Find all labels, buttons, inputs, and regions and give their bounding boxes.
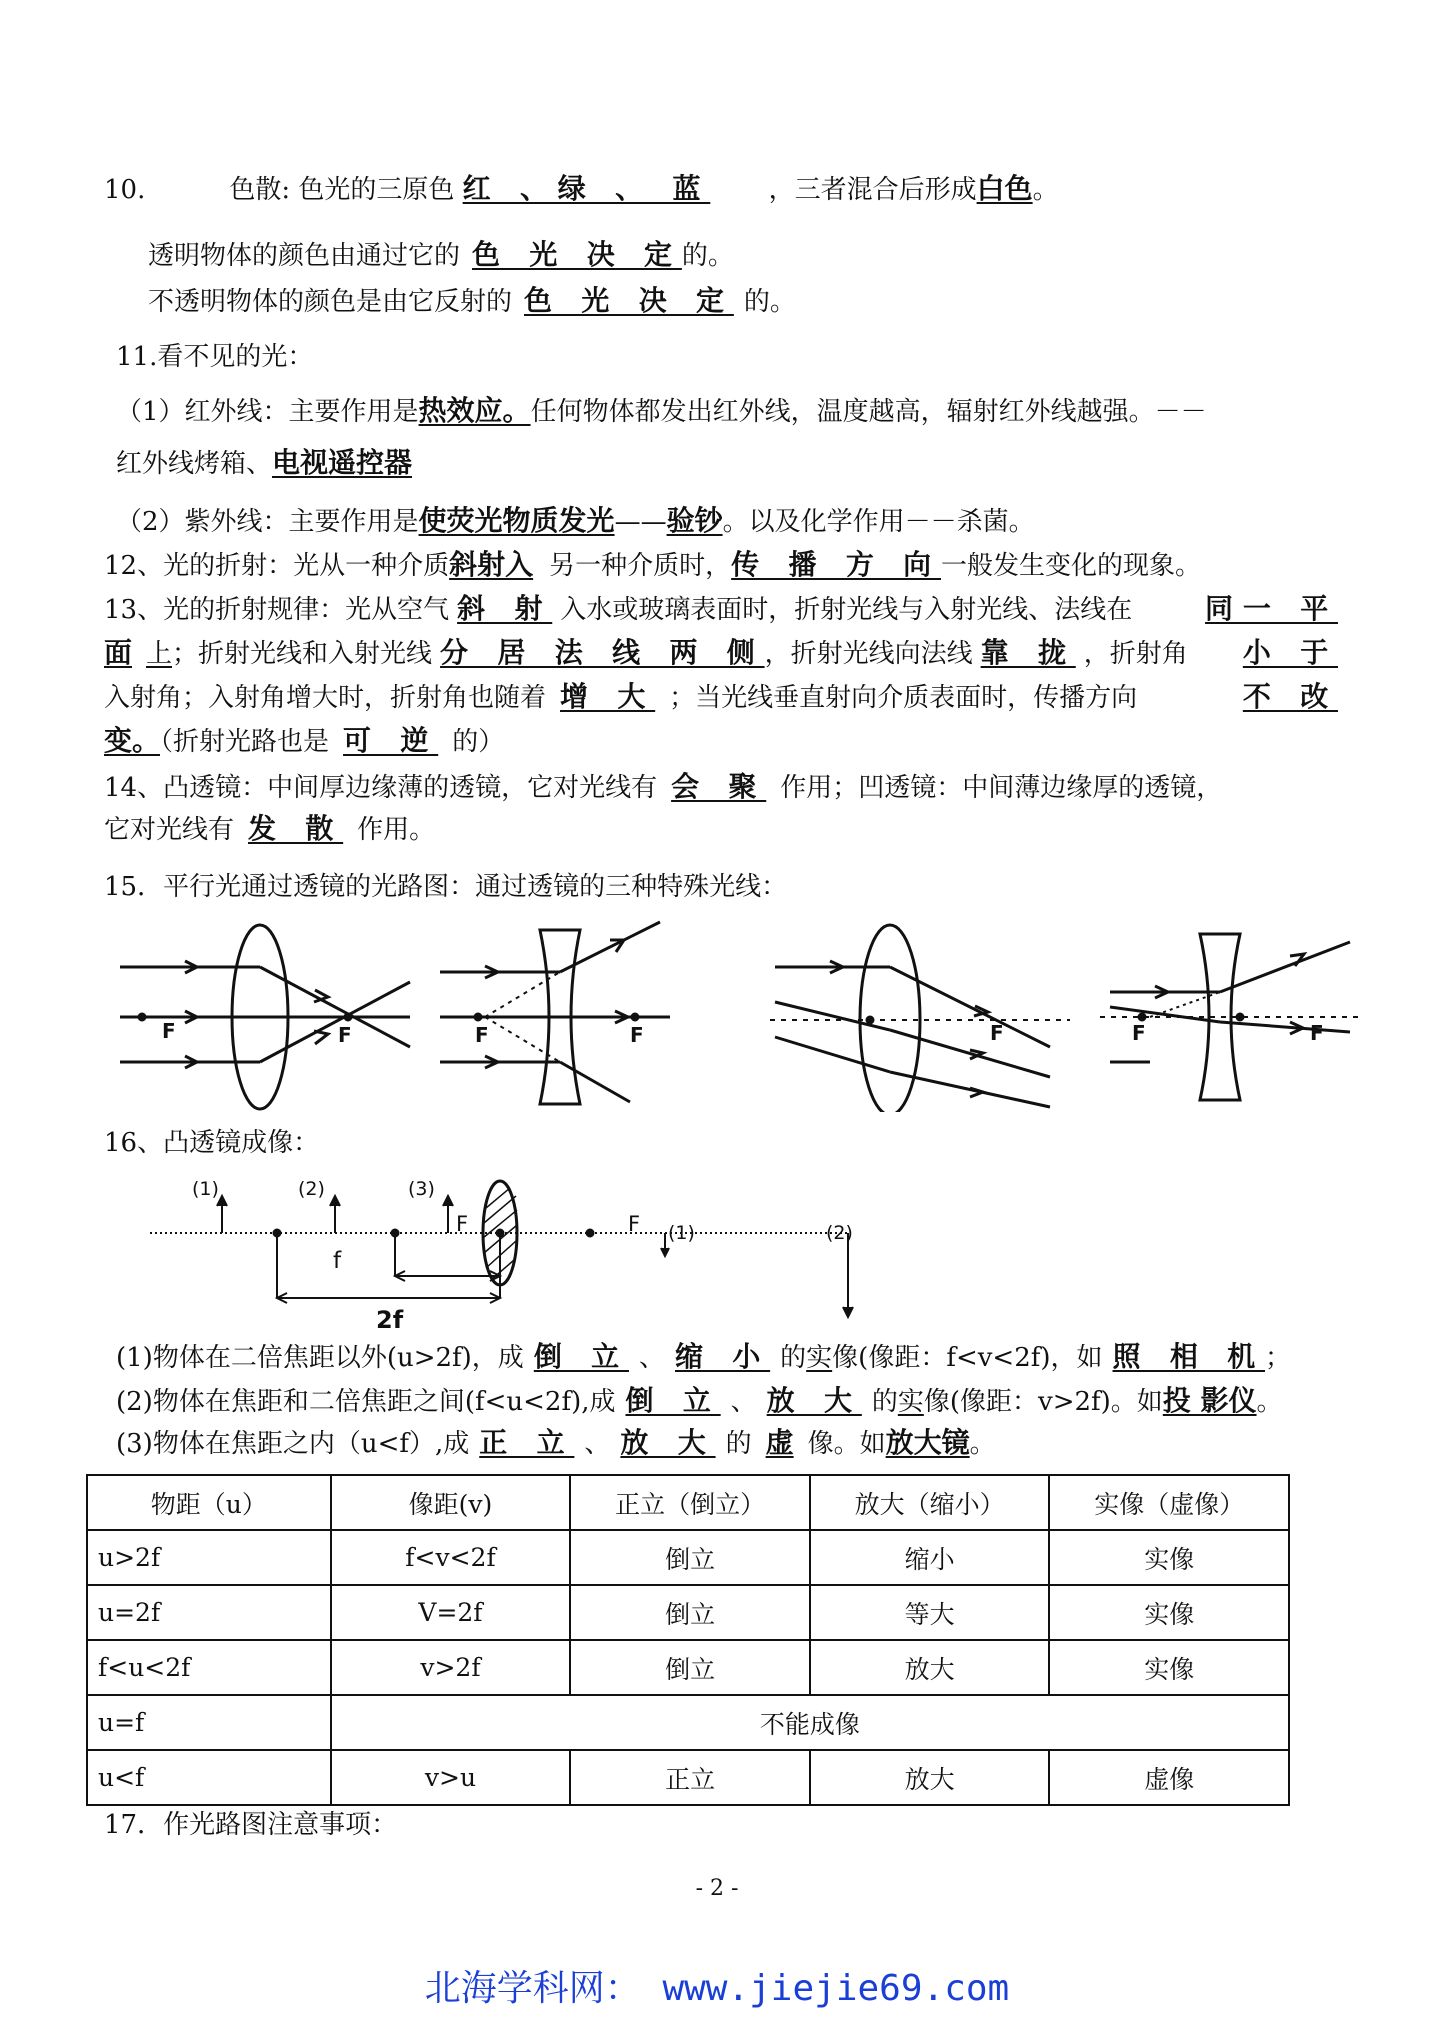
s13-l3-t1: 入射角；入射角增大时，折射角也随着 [104, 683, 547, 713]
s13-l4-answer2: 可 逆 [343, 724, 439, 757]
uv-pre: （2）紫外线：主要作用是 [116, 507, 419, 537]
focus-right-label: F [628, 1212, 641, 1236]
c1-mid1: 的 [780, 1343, 807, 1373]
s16-case1 [116, 1340, 1291, 1375]
s13-l2-answer0: 面 [104, 636, 133, 669]
s13-l2-answer1: 分 居 法 线 两 侧 [440, 636, 765, 669]
d4-F-right: F [1310, 1021, 1324, 1045]
img2-label: (2) [826, 1222, 853, 1244]
transparent-pre: 透明物体的颜色由通过它的 [148, 241, 461, 271]
d1-F-right: F [338, 1023, 352, 1047]
table-cell: v>u [331, 1750, 571, 1805]
s10-number: 10. [104, 175, 146, 205]
opaque-answer: 色 光 决 定 [524, 284, 734, 317]
table-cell-merged: 不能成像 [331, 1695, 1289, 1750]
c1-end: ； [1265, 1343, 1292, 1373]
s10-white: 白色 [976, 172, 1033, 205]
s14-line1 [104, 770, 1222, 805]
ir-line2-answer: 电视遥控器 [272, 446, 413, 479]
ir-post: 任何物体都发出红外线，温度越高，辐射红外线越强。－－ [530, 397, 1207, 427]
s12-post: 一般发生变化的现象。 [940, 551, 1201, 581]
s10-label: 色散: 色光的三原色 [229, 175, 455, 205]
s17-title: 17．作光路图注意事项： [104, 1810, 398, 1840]
s13-l2-t1: ；折射光线和入射光线 [172, 639, 433, 669]
obj1-label: (1) [192, 1178, 219, 1200]
header-size: 放大（缩小） [810, 1475, 1050, 1530]
table-cell: 正立 [570, 1750, 810, 1805]
uv-post: 。以及化学作用－－杀菌。 [722, 507, 1035, 537]
s16-title: 16、凸透镜成像： [104, 1128, 320, 1158]
c1-pre: (1)物体在二倍焦距以外(u>2f)，成 [116, 1343, 524, 1373]
twof-label: 2f [376, 1306, 404, 1334]
convex-imaging-diagram [150, 1168, 910, 1334]
c3-sep: 、 [584, 1429, 611, 1459]
c3-answer1: 正 立 [479, 1426, 575, 1459]
uv-answer1: 使荧光物质发光 [418, 504, 615, 537]
c2-answer3: 投 影仪 [1162, 1384, 1257, 1417]
d1-F-left: F [162, 1019, 176, 1043]
c3-answer3: 虚 [765, 1426, 794, 1459]
s12-answer1: 斜射入 [449, 548, 534, 581]
diagram-concave-focal [1100, 934, 1360, 1100]
table-cell: u>2f [87, 1530, 331, 1585]
s14-line2 [104, 812, 435, 847]
s13-line1 [104, 592, 1338, 627]
s13-line2 [104, 636, 1338, 671]
s13-l1-answer2: 同一 平 [1205, 592, 1338, 625]
c1-answer1: 倒 立 [533, 1340, 629, 1373]
c3-end: 。 [969, 1429, 996, 1459]
obj3-label: (3) [408, 1178, 435, 1200]
diagram-concave-parallel [440, 922, 670, 1104]
table-header-row [87, 1475, 1289, 1530]
c2-real: 实 [897, 1387, 924, 1417]
table-cell: 实像 [1049, 1640, 1289, 1695]
s11-uv-line [116, 504, 1035, 539]
s13-l2-answer3: 小 于 [1242, 636, 1338, 669]
c3-answer4: 放大镜 [885, 1426, 970, 1459]
table-cell: 倒立 [570, 1585, 810, 1640]
s10-mid: ，三者混合后形成 [768, 175, 977, 205]
d3-F: F [990, 1021, 1004, 1045]
s15-title: 15．平行光通过透镜的光路图：通过透镜的三种特殊光线： [104, 872, 788, 902]
table-cell: 倒立 [570, 1640, 810, 1695]
c3-mid1: 的 [725, 1429, 752, 1459]
header-orientation: 正立（倒立） [570, 1475, 810, 1530]
s16-case3 [116, 1426, 996, 1461]
ir-answer: 热效应。 [418, 394, 531, 427]
opaque-line [148, 284, 796, 319]
table-cell: 等大 [810, 1585, 1050, 1640]
table-cell: f<v<2f [331, 1530, 571, 1585]
s14-l1-post: 作用；凹透镜：中间薄边缘厚的透镜， [780, 773, 1223, 803]
opaque-pre: 不透明物体的颜色是由它反射的 [148, 287, 513, 317]
transparent-line [148, 238, 734, 273]
s12-answer2: 传 播 方 向 [731, 548, 941, 581]
table-row [87, 1750, 1289, 1805]
obj2-label: (2) [298, 1178, 325, 1200]
s11-title: 11.看不见的光： [116, 342, 314, 372]
table-cell: u=f [87, 1695, 331, 1750]
s13-l3-answer1: 增 大 [560, 680, 656, 713]
uv-dash: —— [614, 507, 667, 537]
ir-line2-pre: 红外线烤箱、 [116, 449, 273, 479]
c1-answer2: 缩 小 [674, 1340, 771, 1373]
table-cell: 倒立 [570, 1530, 810, 1585]
uv-answer2: 验钞 [666, 504, 723, 537]
c1-sep: 、 [638, 1343, 665, 1373]
c3-pre: (3)物体在焦距之内（u<f）,成 [116, 1429, 470, 1459]
s10-end: 。 [1032, 175, 1059, 205]
transparent-answer: 色 光 决 定 [472, 238, 682, 271]
c2-sep: 、 [730, 1387, 757, 1417]
f-label: f [333, 1248, 342, 1274]
s13-l2-answer2: 靠 拢 [980, 636, 1076, 669]
lens-ray-diagrams [110, 912, 1360, 1112]
table-cell: f<u<2f [87, 1640, 331, 1695]
footer-watermark: 北海学科网： www.jiejie69.com [424, 1968, 1010, 2009]
table-cell: 缩小 [810, 1530, 1050, 1585]
s13-l4-t2: 的） [452, 727, 505, 757]
s14-l2-answer: 发 散 [248, 812, 344, 845]
c2-end: 。 [1256, 1387, 1283, 1417]
table-row [87, 1640, 1289, 1695]
table-row [87, 1695, 1289, 1750]
s13-l1-answer1: 斜 射 [457, 592, 553, 625]
c2-mid2: 像(像距：v>2f)。如 [923, 1387, 1163, 1417]
table-cell: u=2f [87, 1585, 331, 1640]
s13-l1-mid: 入水或玻璃表面时，折射光线与入射光线、法线在 [560, 595, 1133, 625]
table-cell: 放大 [810, 1640, 1050, 1695]
s10-primaries: 红 、绿 、 蓝 [462, 172, 711, 205]
s12-pre: 12、光的折射：光从一种介质 [104, 551, 450, 581]
s13-line3 [104, 680, 1338, 715]
s14-l2-post: 作用。 [357, 815, 436, 845]
diagram-convex-focal [770, 925, 1070, 1112]
s13-line4 [104, 724, 504, 759]
c2-answer1: 倒 立 [625, 1384, 721, 1417]
table-cell: v>2f [331, 1640, 571, 1695]
s13-l3-answer2: 不 改 [1242, 680, 1338, 713]
d4-F-left: F [1132, 1021, 1146, 1045]
s13-l3-t2: ；当光线垂直射向介质表面时，传播方向 [669, 683, 1138, 713]
c1-answer3: 照 相 机 [1112, 1340, 1266, 1373]
c1-real: 实 [806, 1343, 833, 1373]
table-cell: V=2f [331, 1585, 571, 1640]
s13-l2-t0: 上 [146, 639, 173, 669]
header-u: 物距（u） [87, 1475, 331, 1530]
s14-l2-pre: 它对光线有 [104, 815, 235, 845]
s10-line [104, 172, 1059, 207]
table-row [87, 1585, 1289, 1640]
imaging-table [86, 1474, 1290, 1806]
c3-answer2: 放 大 [620, 1426, 716, 1459]
img1-label: (1) [668, 1222, 695, 1244]
table-cell: 虚像 [1049, 1750, 1289, 1805]
c1-mid2: 像(像距：f<v<2f)，如 [832, 1343, 1103, 1373]
opaque-post: 的。 [743, 287, 796, 317]
s11-ir-line2 [116, 446, 412, 481]
s12-line [104, 548, 1201, 583]
ir-pre: （1）红外线：主要作用是 [116, 397, 419, 427]
c3-mid2: 像。如 [807, 1429, 886, 1459]
s13-l4-t1: （折射光路也是 [160, 727, 330, 757]
s13-l4-answer1: 变。 [104, 724, 161, 757]
s11-ir-line [116, 394, 1207, 429]
c2-mid1: 的 [871, 1387, 898, 1417]
header-v: 像距(v) [331, 1475, 571, 1530]
s13-l1-pre: 13、光的折射规律：光从空气 [104, 595, 450, 625]
header-type: 实像（虚像） [1049, 1475, 1289, 1530]
table-cell: 实像 [1049, 1585, 1289, 1640]
table-cell: u<f [87, 1750, 331, 1805]
d2-F-right: F [630, 1023, 644, 1047]
transparent-post: 的。 [681, 241, 734, 271]
s16-case2 [116, 1384, 1283, 1419]
focus-left-label: F [456, 1212, 469, 1236]
page-number: - 2 - [695, 1876, 739, 1901]
table-cell: 放大 [810, 1750, 1050, 1805]
s12-mid: 另一种介质时， [549, 551, 732, 581]
table-cell: 实像 [1049, 1530, 1289, 1585]
s13-l2-t2: ，折射光线向法线 [764, 639, 973, 669]
c2-answer2: 放 大 [766, 1384, 862, 1417]
d2-F-left: F [475, 1023, 489, 1047]
diagram-convex-parallel [120, 925, 410, 1109]
s13-l2-t3: ，折射角 [1083, 639, 1188, 669]
table-row [87, 1530, 1289, 1585]
s14-l1-answer: 会 聚 [671, 770, 767, 803]
s14-l1-pre: 14、凸透镜：中间厚边缘薄的透镜，它对光线有 [104, 773, 658, 803]
c2-pre: (2)物体在焦距和二倍焦距之间(f<u<2f),成 [116, 1387, 616, 1417]
